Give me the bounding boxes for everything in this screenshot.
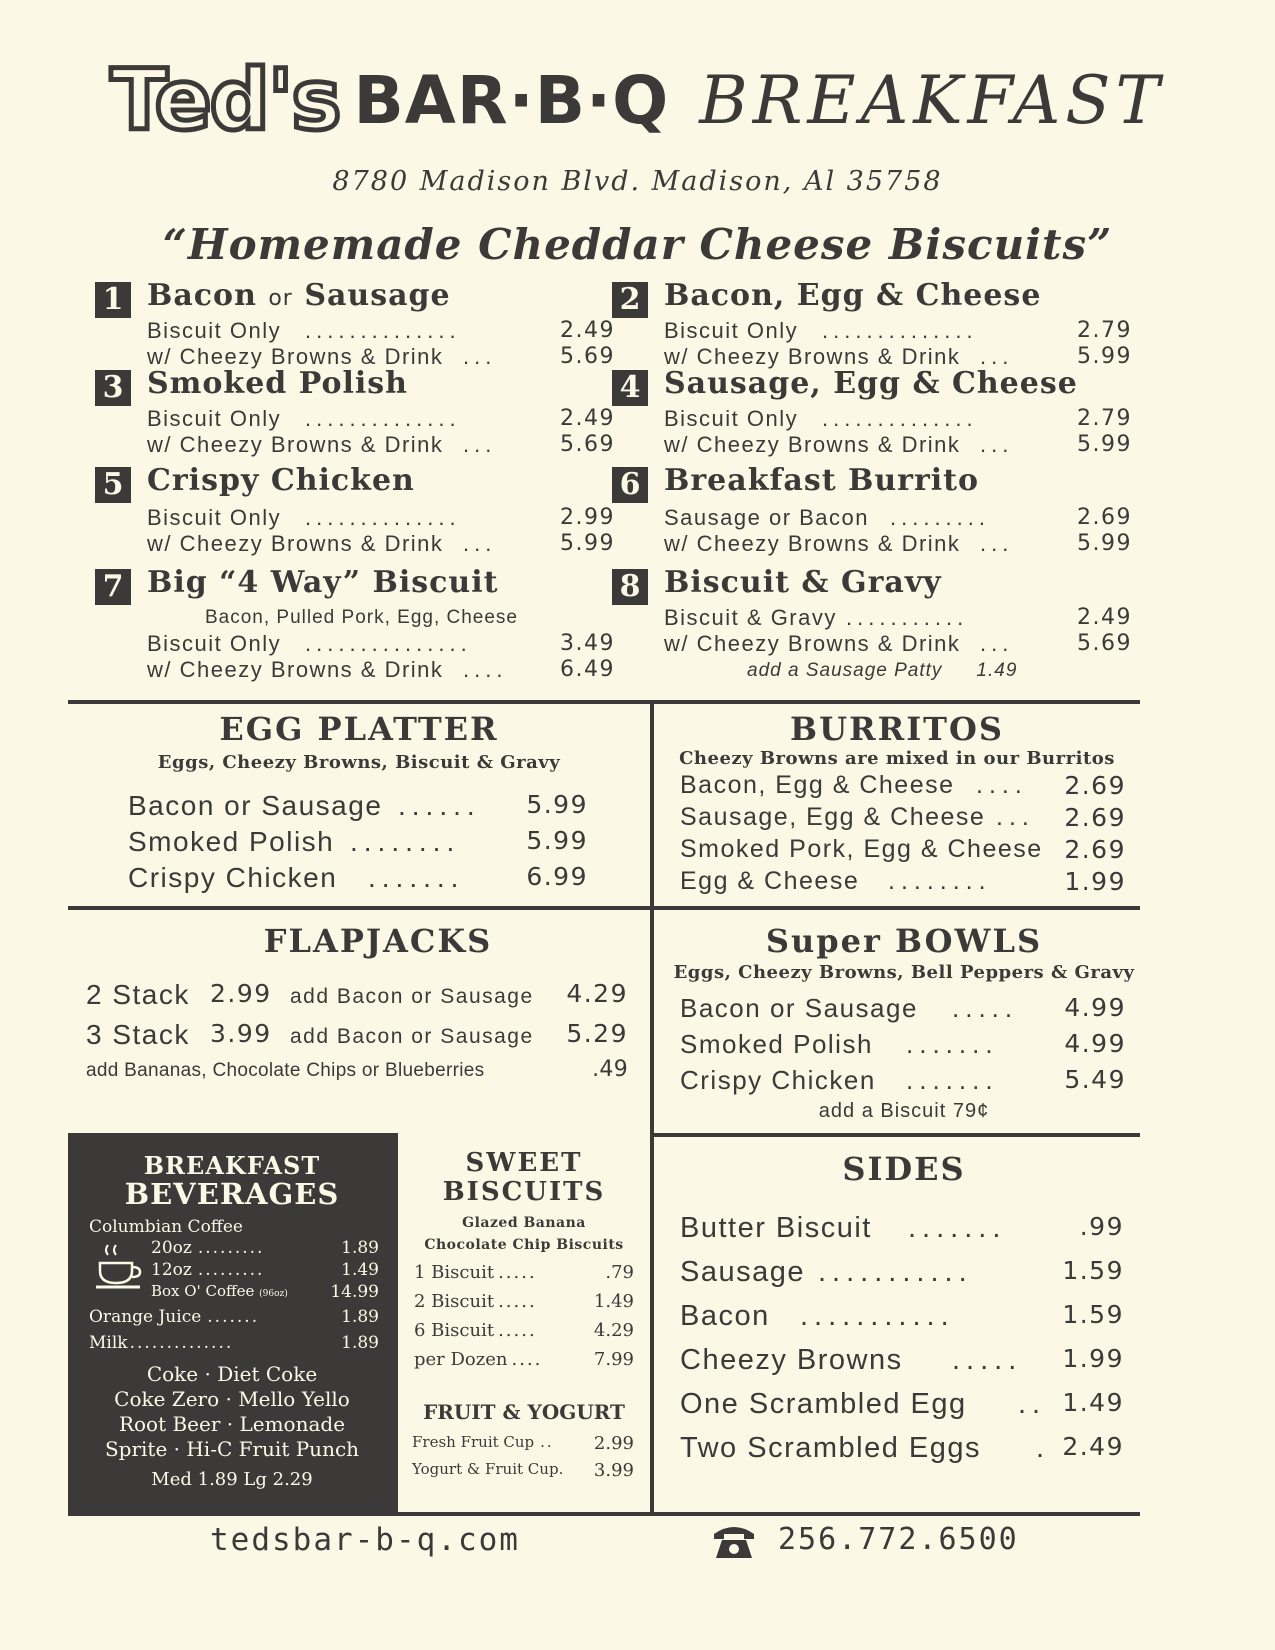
header (0, 51, 1275, 149)
item-row: Biscuit Only ............... 3.49 (147, 631, 615, 656)
coffee-label: Columbian Coffee (89, 1217, 243, 1237)
sweet-biscuits-sub: Glazed Banana (462, 1215, 586, 1231)
sweet-biscuits-sub: Chocolate Chip Biscuits (424, 1237, 624, 1253)
logo-breakfast: BREAKFAST (699, 61, 1165, 139)
item-number: 8 (612, 569, 648, 605)
item-name: Smoked Polish (147, 366, 408, 401)
phone-icon (712, 1524, 756, 1565)
item-row: Biscuit Only .............. 2.79 (664, 318, 1132, 343)
item-row: w/ Cheezy Browns & Drink ... 5.69 (147, 432, 615, 457)
item-row: w/ Cheezy Browns & Drink ... 5.69 (147, 344, 615, 369)
soda-line: Sprite · Hi-C Fruit Punch (104, 1437, 360, 1461)
egg-platter-title: EGG PLATTER (219, 710, 499, 748)
soda-line: Coke · Diet Coke (146, 1362, 318, 1386)
burritos-title: BURRITOS (790, 710, 1004, 748)
burrito-row: Bacon, Egg & Cheese .... 2.69 (680, 771, 1126, 800)
side-row: Bacon ........... 1.59 (680, 1300, 1124, 1332)
flapjacks-title: FLAPJACKS (263, 922, 493, 960)
egg-platter-row: Bacon or Sausage ...... 5.99 (128, 790, 588, 821)
flapjack-row: 3 Stack 3.99 add Bacon or Sausage 5.29 (86, 1019, 628, 1050)
item-number: 4 (612, 370, 648, 406)
side-row: Two Scrambled Eggs . 2.49 (680, 1432, 1124, 1464)
sweet-biscuits-title-1: SWEET (465, 1148, 583, 1178)
item-row: w/ Cheezy Browns & Drink ... 5.69 (664, 631, 1132, 656)
item-name: Sausage, Egg & Cheese (664, 366, 1078, 401)
sides-title: SIDES (842, 1150, 966, 1188)
fruit-row: Yogurt & Fruit Cup. 3.99 (412, 1460, 634, 1481)
item-row: w/ Cheezy Browns & Drink ... 5.99 (147, 531, 615, 556)
item-name: Breakfast Burrito (664, 463, 980, 498)
item-number: 7 (95, 569, 131, 605)
super-bowls-subtitle: Eggs, Cheezy Browns, Bell Peppers & Gravy (673, 962, 1135, 983)
coffee-cup-icon (94, 1243, 146, 1298)
sweet-biscuit-row: 1 Biscuit ..... .79 (414, 1262, 634, 1283)
item-number: 1 (95, 282, 131, 318)
super-bowls-title: Super BOWLS (765, 922, 1043, 960)
sweet-biscuit-row: per Dozen .... 7.99 (414, 1349, 634, 1370)
sweet-biscuit-row: 6 Biscuit ..... 4.29 (414, 1320, 634, 1341)
sweet-biscuits-title-2: BISCUITS (442, 1177, 606, 1207)
item-row: w/ Cheezy Browns & Drink ... 5.99 (664, 432, 1132, 457)
item-row: Biscuit Only .............. 2.49 (147, 318, 615, 343)
burrito-row: Smoked Pork, Egg & Cheese 2.69 (680, 835, 1126, 864)
burrito-row: Egg & Cheese ........ 1.99 (680, 867, 1126, 896)
milk-row: Milk .............. 1.89 (89, 1333, 379, 1353)
item-extra: add a Sausage Patty 1.49 (747, 660, 1018, 681)
coffee-row: Box O' Coffee (96oz) 14.99 (151, 1282, 379, 1302)
item-name: Big “4 Way” Biscuit (147, 565, 499, 600)
side-row: Butter Biscuit ....... .99 (680, 1212, 1124, 1244)
item-row: w/ Cheezy Browns & Drink ... 5.99 (664, 344, 1132, 369)
divider (68, 700, 1140, 704)
super-bowl-row: Smoked Polish ....... 4.99 (680, 1029, 1126, 1059)
super-bowl-row: Bacon or Sausage ..... 4.99 (680, 993, 1126, 1023)
beverages-title-2: BEVERAGES (124, 1177, 340, 1211)
item-number: 3 (95, 370, 131, 406)
item-name: Biscuit & Gravy (664, 565, 942, 600)
item-name: Bacon or Sausage (147, 278, 451, 313)
soda-line: Root Beer · Lemonade (118, 1412, 346, 1436)
item-name: Bacon, Egg & Cheese (664, 278, 1042, 313)
coffee-row: 20oz ......... 1.89 (151, 1238, 379, 1258)
fruit-yogurt-title: FRUIT & YOGURT (423, 1400, 625, 1424)
flapjack-row: 2 Stack 2.99 add Bacon or Sausage 4.29 (86, 979, 628, 1010)
tagline: “Homemade Cheddar Cheese Biscuits” (162, 220, 1113, 269)
item-number: 2 (612, 282, 648, 318)
website[interactable]: tedsbar-b-q.com (210, 1522, 520, 1558)
item-row: w/ Cheezy Browns & Drink .... 6.49 (147, 657, 615, 682)
side-row: Cheezy Browns ..... 1.99 (680, 1344, 1124, 1376)
logo-barbq: BAR·B·Q (353, 61, 670, 139)
juice-row: Orange Juice ....... 1.89 (89, 1307, 379, 1327)
side-row: Sausage ........... 1.59 (680, 1256, 1124, 1288)
coffee-row: 12oz ......... 1.49 (151, 1260, 379, 1280)
egg-platter-row: Crispy Chicken ....... 6.99 (128, 862, 588, 893)
burrito-row: Sausage, Egg & Cheese ... 2.69 (680, 803, 1126, 832)
item-subtext: Bacon, Pulled Pork, Egg, Cheese (205, 607, 519, 628)
side-row: One Scrambled Egg .. 1.49 (680, 1388, 1124, 1420)
burritos-subtitle: Cheezy Browns are mixed in our Burritos (679, 748, 1115, 769)
item-number: 5 (95, 467, 131, 503)
egg-platter-subtitle: Eggs, Cheezy Browns, Biscuit & Gravy (157, 752, 561, 773)
fruit-row: Fresh Fruit Cup .. 2.99 (412, 1433, 634, 1454)
beverages-title-1: BREAKFAST (143, 1151, 321, 1180)
item-row: Biscuit Only .............. 2.79 (664, 406, 1132, 431)
item-number: 6 (612, 467, 648, 503)
item-row: Sausage or Bacon ......... 2.69 (664, 505, 1132, 530)
item-row: Biscuit Only .............. 2.99 (147, 505, 615, 530)
soda-line: Coke Zero · Mello Yello (114, 1387, 350, 1411)
beverages-panel (68, 1133, 396, 1516)
phone-number[interactable]: 256.772.6500 (778, 1522, 1019, 1557)
divider (68, 906, 1140, 910)
super-bowl-row: Crispy Chicken ....... 5.49 (680, 1065, 1126, 1095)
item-row: Biscuit & Gravy ........... 2.49 (664, 605, 1132, 630)
logo-teds: Ted's (110, 51, 340, 149)
item-name: Crispy Chicken (147, 463, 415, 498)
soda-sizes: Med 1.89 Lg 2.29 (151, 1469, 313, 1490)
super-bowls-extra: add a Biscuit 79¢ (818, 1100, 990, 1122)
egg-platter-row: Smoked Polish ........ 5.99 (128, 826, 588, 857)
item-row: Biscuit Only .............. 2.49 (147, 406, 615, 431)
divider (650, 1133, 1140, 1137)
item-row: w/ Cheezy Browns & Drink ... 5.99 (664, 531, 1132, 556)
address: 8780 Madison Blvd. Madison, Al 35758 (332, 166, 943, 197)
sweet-biscuit-row: 2 Biscuit ..... 1.49 (414, 1291, 634, 1312)
flapjack-extra: add Bananas, Chocolate Chips or Blueberries .49 (86, 1057, 628, 1082)
